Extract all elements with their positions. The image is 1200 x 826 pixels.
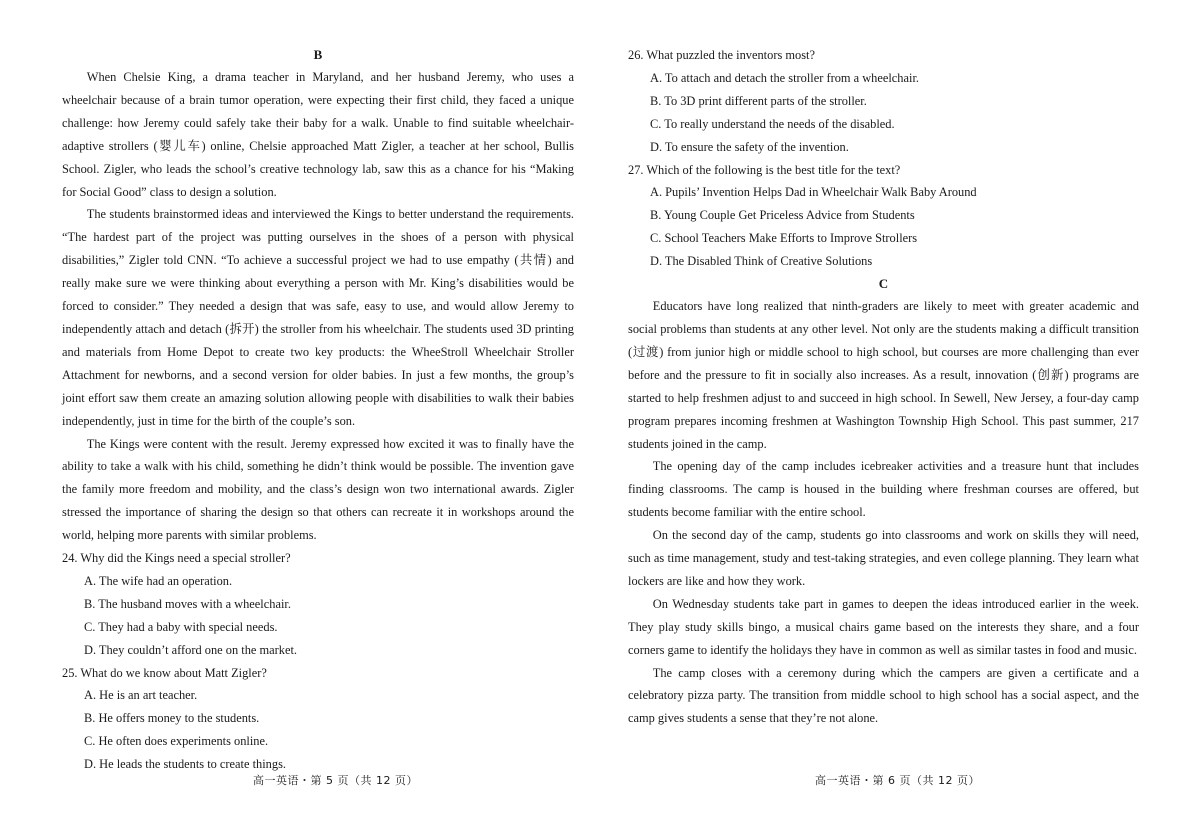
question-26-stem: 26. What puzzled the inventors most? [628, 48, 815, 62]
section-b-heading: B [313, 47, 323, 62]
question-24-option-d: D. They couldn’t afford one on the market. [84, 642, 297, 657]
question-26 [628, 44, 1139, 159]
question-25-stem: 25. What do we know about Matt Zigler? [62, 665, 267, 680]
question-26-option-d: D. To ensure the safety of the invention. [650, 139, 849, 154]
passage-b-paragraph-3: The Kings were content with the result. Jeremy expressed how excited it was to finally have the ability to take a walk with his child, something he didn’t think would be possible. The invention gave the family more freedom and mobility, and the class’s design won two international awards. Zigler stressed the importance of sharing the design so that others can recreate it in workshops around the world, helping more parents with similar problems. [62, 436, 574, 543]
right-page-column [628, 44, 1139, 730]
passage-c-paragraph-1: Educators have long realized that ninth-graders are likely to meet with greater academic and social problems than students at any other level. Not only are the students making a difficult transition (过渡) from junior high or middle school to high school, but courses are more challenging than ever before and the pressure to fit in socially also increases. As a result, innovation (创新) programs are started to help freshmen adjust to and succeed in high school. In Sewell, New Jersey, a four-day camp program prepares incoming freshmen at Washington Township High School. This past summer, 217 students joined in the camp. [628, 299, 1139, 451]
passage-c-paragraph-5: The camp closes with a ceremony during which the campers are given a certificate and a celebratory pizza party. The transition from middle school to high school has a social aspect, and the camp gives students a sense that they’re not alone. [628, 665, 1139, 726]
question-26-option-b: B. To 3D print different parts of the stroller. [650, 93, 867, 108]
question-25 [62, 662, 574, 777]
passage-c-paragraph-2: The opening day of the camp includes icebreaker activities and a treasure hunt that includes finding classrooms. The camp is housed in the building where freshman courses are offered, but students become familiar with the entire school. [628, 459, 1139, 520]
question-24-option-c: C. They had a baby with special needs. [84, 619, 278, 634]
question-27-option-d: D. The Disabled Think of Creative Solutions [650, 254, 873, 269]
question-27-option-b: B. Young Couple Get Priceless Advice from Students [650, 208, 915, 223]
passage-b-paragraph-1: When Chelsie King, a drama teacher in Maryland, and her husband Jeremy, who uses a wheelchair because of a brain tumor operation, were expecting their first child, they faced a unique challenge: how Jeremy could safely take their baby for a walk. Unable to find suitable wheelchair-adaptive strollers (婴儿车) online, Chelsie approached Matt Zigler, a teacher at her school, Bullis School. Zigler, who leads the school’s creative technology lab, saw this as a chance for his “Making for Social Good” class to design a solution. [62, 70, 574, 199]
passage-c-paragraph-3: On the second day of the camp, students go into classrooms and work on skills they will need, such as time management, study and test-taking strategies, and even college planning. They learn what lockers are like and how they work. [628, 528, 1139, 588]
question-24-option-b: B. The husband moves with a wheelchair. [84, 596, 291, 611]
question-26-option-a: A. To attach and detach the stroller from a wheelchair. [650, 70, 919, 85]
left-page-column [62, 44, 574, 776]
question-24-option-a: A. The wife had an operation. [84, 573, 233, 588]
question-24-stem: 24. Why did the Kings need a special stroller? [62, 551, 291, 566]
section-c-heading: C [878, 276, 889, 292]
passage-c-paragraph-4: On Wednesday students take part in games to deepen the ideas introduced earlier in the week. They play study skills bingo, a musical chairs game based on the interests they share, and a four corners game to identify the holidays they have in common as well as similar tastes in food and music. [628, 596, 1139, 657]
question-25-option-a: A. He is an art teacher. [84, 688, 198, 703]
passage-b-paragraph-2: The students brainstormed ideas and interviewed the Kings to better understand the requirements. “The hardest part of the project was putting ourselves in the shoes of a person with physical disabilities,” Zigler told CNN. “To achieve a successful project we had to use empathy (共情) and really make sure we were thinking about everything a person with Mr. King’s disabilities would be forced to consider.” They needed a design that was safe, easy to use, and would allow Jeremy to independently attach and detach (拆开) the stroller from his wheelchair. The students used 3D printing and materials from Home Depot to create two key products: the WheeStroll Wheelchair Stroller Attachment for newborns, and a second version for older babies. In just a few months, the group’s joint effort saw them create an amazing solution allowing people with disabilities to walk their babies independently, just in time for the birth of the couple’s son. [62, 207, 574, 428]
question-27 [628, 159, 1139, 274]
page-6-footer: 高一英语・第 6 页（共 12 页） [815, 774, 980, 787]
question-25-option-d: D. He leads the students to create things. [84, 757, 286, 772]
page-5-footer: 高一英语・第 5 页（共 12 页） [253, 774, 418, 787]
question-27-option-a: A. Pupils’ Invention Helps Dad in Wheelchair Walk Baby Around [650, 185, 977, 200]
question-25-option-c: C. He often does experiments online. [84, 734, 269, 749]
question-24 [62, 547, 574, 662]
question-27-stem: 27. Which of the following is the best title for the text? [628, 162, 901, 177]
question-27-option-c: C. School Teachers Make Efforts to Improve Strollers [650, 231, 918, 246]
question-26-option-c: C. To really understand the needs of the disabled. [650, 116, 895, 131]
question-25-option-b: B. He offers money to the students. [84, 711, 260, 726]
